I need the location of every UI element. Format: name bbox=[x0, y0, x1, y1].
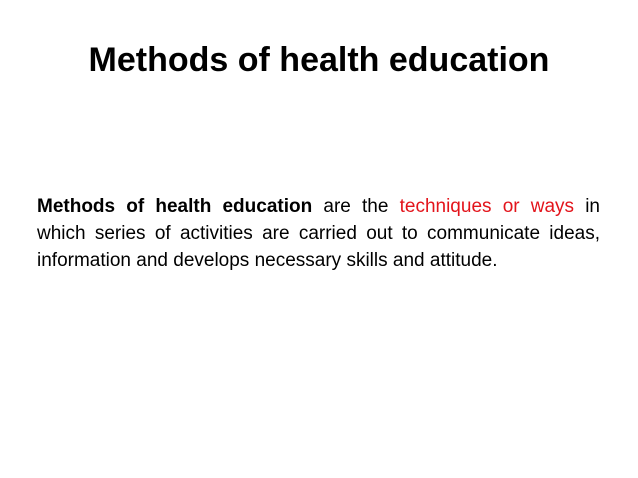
highlight-or-ways: or ways bbox=[502, 196, 575, 217]
defined-term: Methods of health education bbox=[37, 196, 313, 217]
slide-title: Methods of health education bbox=[88, 41, 550, 79]
highlight-techniques: techniques bbox=[399, 196, 503, 217]
definition-rest: in which series of activities are carried out to communicate ideas, information and develops necessary skills and attitude. bbox=[37, 196, 601, 271]
definition-paragraph bbox=[37, 193, 600, 274]
connector-text: are the bbox=[312, 196, 400, 217]
